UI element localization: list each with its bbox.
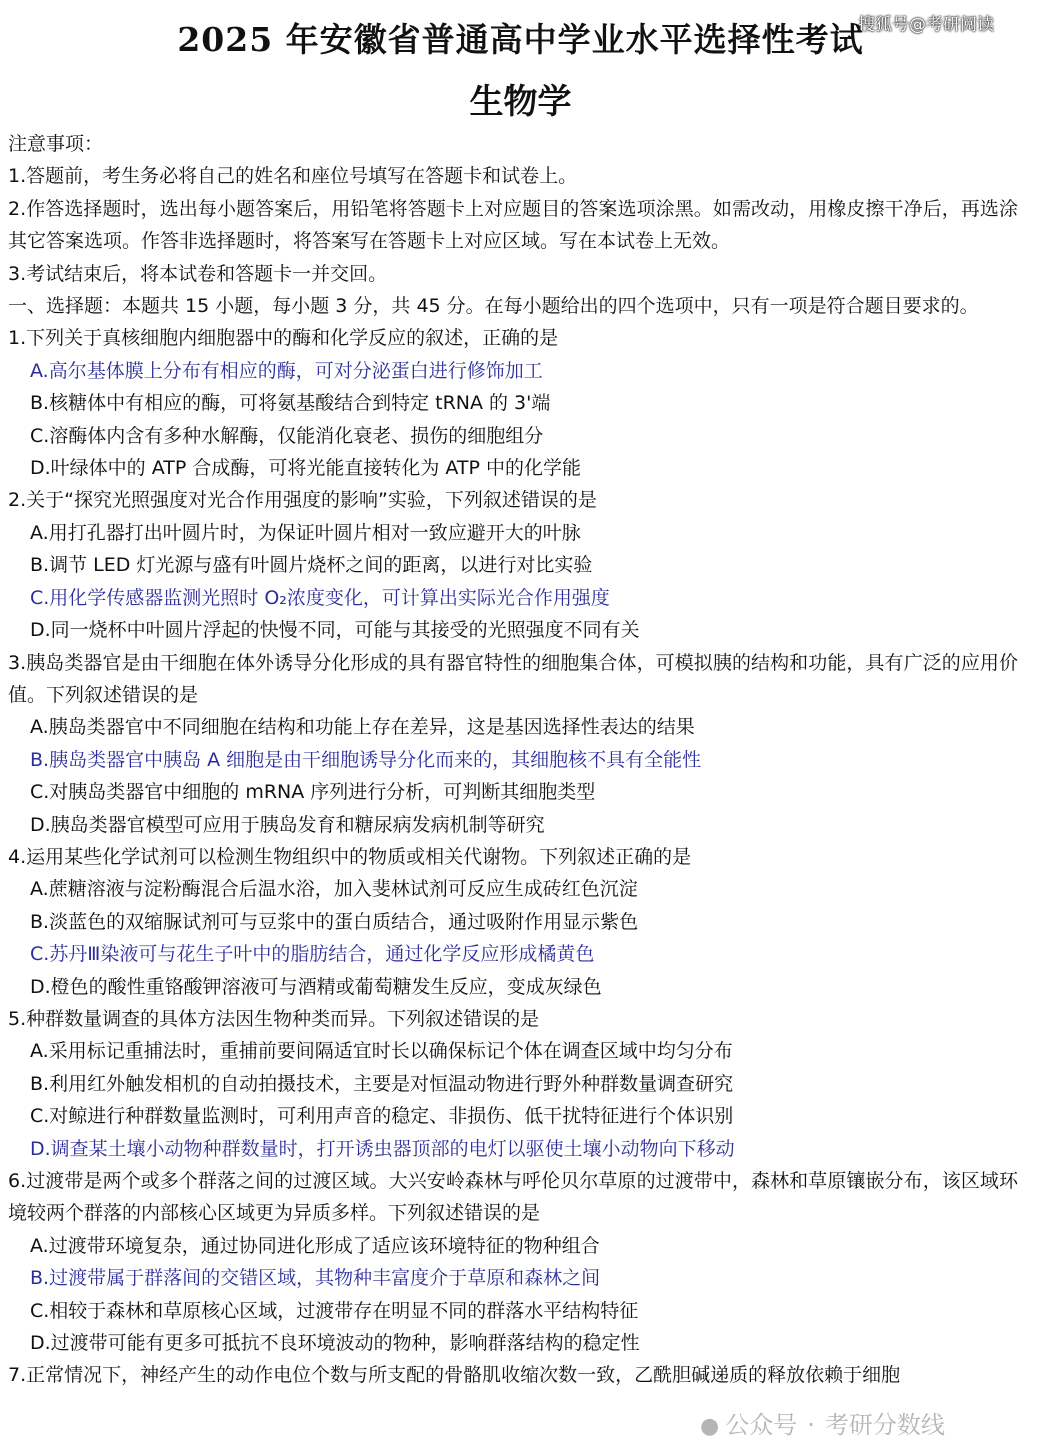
watermark-bottom — [700, 1405, 945, 1440]
wechat-icon: ● — [700, 1414, 720, 1439]
option-c-answer: C.苏丹Ⅲ染液可与花生子叶中的脂肪结合，通过化学反应形成橘黄色 — [30, 943, 595, 966]
question-stem: 6.过渡带是两个或多个群落之间的过渡区域。大兴安岭森林与呼伦贝尔草原的过渡带中，森林和草原镶嵌分布，该区域环境较两个群落的内部核心区域更为异质多样。下列叙述错误的是 — [8, 1170, 1018, 1225]
question-stem: 2.关于“探究光照强度对光合作用强度的影响”实验，下列叙述错误的是 — [8, 489, 597, 512]
watermark-bottom-right: 考研分数线 — [824, 1411, 945, 1439]
question-3 — [8, 647, 1018, 841]
option-b: B.核糖体中有相应的酶，可将氨基酸结合到特定 tRNA 的 3'端 — [30, 392, 551, 415]
section-heading: 一、选择题：本题共 15 小题，每小题 3 分，共 45 分。在每小题给出的四个选项中，只有一项是符合题目要求的。 — [8, 295, 979, 318]
option-a: A.过渡带环境复杂，通过协同进化形成了适应该环境特征的物种组合 — [30, 1234, 600, 1257]
question-stem: 5.种群数量调查的具体方法因生物种类而异。下列叙述错误的是 — [8, 1007, 540, 1030]
exam-content — [8, 128, 1018, 1392]
option-b: B.利用红外触发相机的自动拍摄技术，主要是对恒温动物进行野外种群数量调查研究 — [30, 1072, 734, 1095]
exam-subject: 生物学 — [469, 82, 572, 122]
option-c: C.溶酶体内含有多种水解酶，仅能消化衰老、损伤的细胞组分 — [30, 424, 544, 447]
option-d: D.同一烧杯中叶圆片浮起的快慢不同，可能与其接受的光照强度不同有关 — [30, 619, 640, 642]
notice-item-2: 2.作答选择题时，选出每小题答案后，用铅笔将答题卡上对应题目的答案选项涂黑。如需改动，用橡皮擦干净后，再选涂其它答案选项。作答非选择题时，将答案写在答题卡上对应区域。写在本试卷上无效。 — [8, 197, 1018, 253]
option-b: B.淡蓝色的双缩脲试剂可与豆浆中的蛋白质结合，通过吸附作用显示紫色 — [30, 910, 639, 933]
option-b: B.调节 LED 灯光源与盛有叶圆片烧杯之间的距离，以进行对比实验 — [30, 554, 593, 577]
option-a-answer: A.高尔基体膜上分布有相应的酶，可对分泌蛋白进行修饰加工 — [30, 359, 543, 382]
question-2 — [8, 484, 1018, 646]
option-d-answer: D.调查某土壤小动物种群数量时，打开诱虫器顶部的电灯以驱使土壤小动物向下移动 — [30, 1137, 735, 1160]
question-6 — [8, 1165, 1018, 1359]
notice-heading: 注意事项： — [8, 133, 104, 155]
exam-title: 2025 年安徽省普通高中学业水平选择性考试 — [177, 20, 864, 59]
option-c: C.对胰岛类器官中细胞的 mRNA 序列进行分析，可判断其细胞类型 — [30, 781, 596, 804]
question-7-stem: 7.正常情况下，神经产生的动作电位个数与所支配的骨骼肌收缩次数一致，乙酰胆碱递质的释放依赖于细胞 — [8, 1364, 901, 1387]
watermark-bottom-left: 公众号 — [725, 1411, 798, 1439]
option-a: A.蔗糖溶液与淀粉酶混合后温水浴，加入斐林试剂可反应生成砖红色沉淀 — [30, 878, 638, 901]
question-stem: 1.下列关于真核细胞内细胞器中的酶和化学反应的叙述，正确的是 — [8, 327, 559, 350]
option-b-answer: B.过渡带属于群落间的交错区域，其物种丰富度介于草原和森林之间 — [30, 1267, 601, 1290]
question-1 — [8, 322, 1018, 484]
notice-item-1: 1.答题前，考生务必将自己的姓名和座位号填写在答题卡和试卷上。 — [8, 165, 578, 188]
option-d: D.胰岛类器官模型可应用于胰岛发育和糖尿病发病机制等研究 — [30, 813, 545, 836]
option-c: C.对鲸进行种群数量监测时，可利用声音的稳定、非损伤、低干扰特征进行个体识别 — [30, 1105, 734, 1128]
question-stem: 4.运用某些化学试剂可以检测生物组织中的物质或相关代谢物。下列叙述正确的是 — [8, 845, 692, 868]
watermark-top: 搜狐号@考研阅读 — [858, 15, 994, 35]
option-a: A.用打孔器打出叶圆片时，为保证叶圆片相对一致应避开大的叶脉 — [30, 521, 581, 544]
option-d: D.橙色的酸性重铬酸钾溶液可与酒精或葡萄糖发生反应，变成灰绿色 — [30, 975, 602, 998]
option-a: A.采用标记重捕法时，重捕前要间隔适宜时长以确保标记个体在调查区域中均匀分布 — [30, 1040, 733, 1063]
option-c: C.相较于森林和草原核心区域，过渡带存在明显不同的群落水平结构特征 — [30, 1299, 639, 1322]
option-d: D.过渡带可能有更多可抵抗不良环境波动的物种，影响群落结构的稳定性 — [30, 1332, 640, 1355]
notice-item-3: 3.考试结束后，将本试卷和答题卡一并交回。 — [8, 262, 388, 285]
option-d: D.叶绿体中的 ATP 合成酶，可将光能直接转化为 ATP 中的化学能 — [30, 457, 582, 480]
watermark-separator: · — [807, 1411, 815, 1439]
question-4 — [8, 841, 1018, 1003]
question-5 — [8, 1003, 1018, 1165]
option-a: A.胰岛类器官中不同细胞在结构和功能上存在差异，这是基因选择性表达的结果 — [30, 716, 695, 739]
question-stem: 3.胰岛类器官是由干细胞在体外诱导分化形成的具有器官特性的细胞集合体，可模拟胰的结构和功能，具有广泛的应用价值。下列叙述错误的是 — [8, 651, 1018, 706]
option-c-answer: C.用化学传感器监测光照时 O₂浓度变化，可计算出实际光合作用强度 — [30, 586, 610, 609]
option-b-answer: B.胰岛类器官中胰岛 A 细胞是由干细胞诱导分化而来的，其细胞核不具有全能性 — [30, 748, 702, 771]
